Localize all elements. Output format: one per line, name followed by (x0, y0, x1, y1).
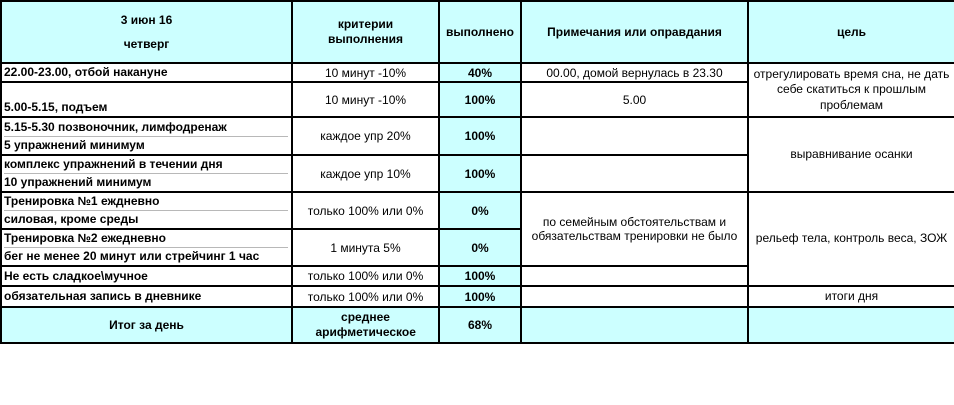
summary-criteria-cell[interactable]: среднее арифметическое (292, 307, 439, 343)
summary-done-cell[interactable]: 68% (439, 307, 521, 343)
row-spine-exercises (1, 117, 954, 155)
header-goal-cell[interactable] (748, 1, 954, 63)
summary-label-cell[interactable]: Итог за день (1, 307, 292, 343)
done-cell[interactable]: 100% (439, 82, 521, 117)
row-bedtime (1, 63, 954, 82)
note-cell-training[interactable]: по семейным обстоятельствам и обязательствам тренировки не было (521, 192, 748, 266)
header-notes-cell[interactable] (521, 1, 748, 63)
activity-cell[interactable]: Тренировка №1 еждневно силовая, кроме среды (1, 192, 292, 229)
criteria-cell[interactable]: только 100% или 0% (292, 286, 439, 307)
note-cell[interactable] (521, 266, 748, 286)
criteria-cell[interactable]: 10 минут -10% (292, 63, 439, 82)
activity-cell[interactable]: 5.15-5.30 позвоночник, лимфодренаж 5 упражнений минимум (1, 117, 292, 155)
header-date-cell[interactable] (1, 1, 292, 63)
header-criteria: критерии выполнения (327, 17, 404, 46)
note-cell[interactable] (521, 286, 748, 307)
done-cell[interactable]: 100% (439, 286, 521, 307)
header-goal: цель (836, 25, 867, 39)
criteria-cell[interactable]: 1 минута 5% (292, 229, 439, 266)
header-row (1, 1, 954, 63)
done-cell[interactable]: 0% (439, 192, 521, 229)
activity-cell[interactable]: обязательная запись в дневнике (1, 286, 292, 307)
activity-cell[interactable]: Тренировка №2 ежедневно бег не менее 20 минут или стрейчинг 1 час (1, 229, 292, 266)
note-cell[interactable] (521, 117, 748, 155)
criteria-cell[interactable]: только 100% или 0% (292, 192, 439, 229)
row-training-1 (1, 192, 954, 229)
goal-cell-fitness[interactable]: рельеф тела, контроль веса, ЗОЖ (748, 192, 954, 286)
criteria-cell[interactable]: 10 минут -10% (292, 82, 439, 117)
goal-cell-posture[interactable]: выравнивание осанки (748, 117, 954, 192)
goal-cell-sleep[interactable]: отрегулировать время сна, не дать себе скатиться к прошлым проблемам (748, 63, 954, 117)
header-done: выполнено (445, 25, 515, 39)
summary-note-cell[interactable] (521, 307, 748, 343)
activity-cell[interactable]: комплекс упражнений в течении дня 10 упражнений минимум (1, 155, 292, 192)
done-cell[interactable]: 100% (439, 266, 521, 286)
done-cell[interactable]: 100% (439, 155, 521, 192)
header-date: 3 июн 16 (120, 12, 173, 27)
header-done-cell[interactable] (439, 1, 521, 63)
goal-cell-diary[interactable]: итоги дня (748, 286, 954, 307)
activity-cell[interactable]: Не есть сладкое\мучное (1, 266, 292, 286)
summary-row (1, 307, 954, 343)
header-criteria-cell[interactable] (292, 1, 439, 63)
note-cell[interactable] (521, 155, 748, 192)
done-cell[interactable]: 0% (439, 229, 521, 266)
done-cell[interactable]: 40% (439, 63, 521, 82)
criteria-cell[interactable]: каждое упр 10% (292, 155, 439, 192)
note-cell[interactable]: 00.00, домой вернулась в 23.30 (521, 63, 748, 82)
activity-cell[interactable]: 5.00-5.15, подъем (1, 82, 292, 117)
summary-goal-cell[interactable] (748, 307, 954, 343)
criteria-cell[interactable]: каждое упр 20% (292, 117, 439, 155)
header-weekday: четверг (123, 37, 170, 52)
activity-cell[interactable]: 22.00-23.00, отбой накануне (1, 63, 292, 82)
done-cell[interactable]: 100% (439, 117, 521, 155)
criteria-cell[interactable]: только 100% или 0% (292, 266, 439, 286)
note-cell[interactable]: 5.00 (521, 82, 748, 117)
row-diary-entry (1, 286, 954, 307)
header-notes: Примечания или оправдания (547, 25, 722, 39)
